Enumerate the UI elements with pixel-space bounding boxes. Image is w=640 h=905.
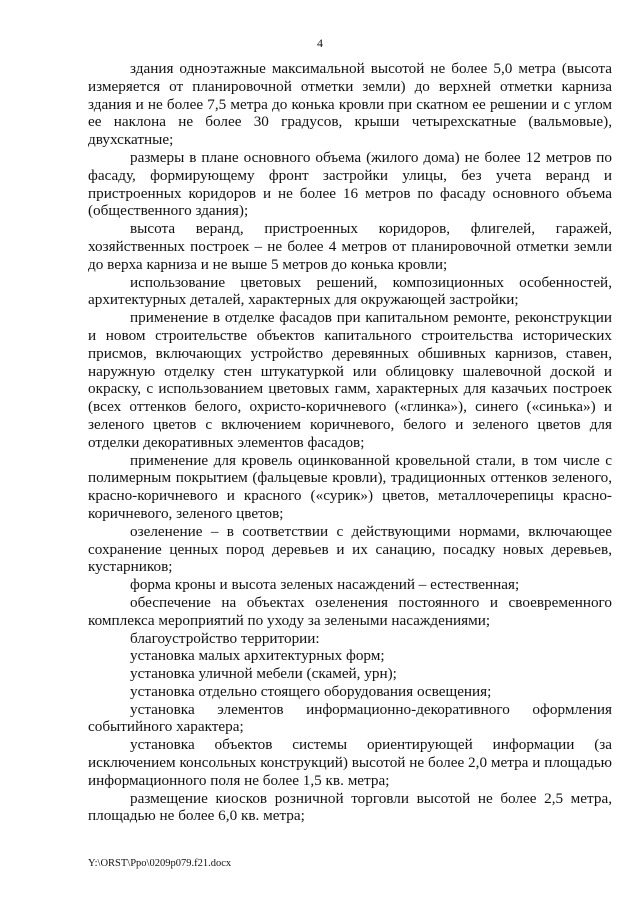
- paragraph: озеленение – в соответствии с действующими нормами, включающее сохранение ценных пород деревьев и их санацию, посадку новых деревьев, кустарников;: [88, 522, 612, 576]
- paragraph: здания одноэтажные максимальной высотой не более 5,0 метра (высота измеряется от планировочной отметки земли) до верхней отметки карниза здания и не более 7,5 метра до конька кровли при скатном ее решении и с углом ее наклона не более 30 градусов, крыши четырехскатные (вальмовые), двухскатные;: [88, 60, 612, 149]
- paragraph: установка отдельно стоящего оборудования освещения;: [130, 682, 492, 700]
- paragraph: благоустройство территории:: [130, 629, 320, 647]
- paragraph: применение для кровель оцинкованной кровельной стали, в том числе с полимерным покрытием (фальцевые кровли), традиционных оттенков зеленого, красно-коричневого и красного («сурик») цветов, металлочерепицы красно-коричневого, зеленого цветов;: [88, 451, 612, 522]
- paragraph: установка объектов системы ориентирующей информации (за исключением консольных конструкций) высотой не более 2,0 метра и площадью информационного поля не более 1,5 кв. метра;: [88, 736, 612, 789]
- paragraph: обеспечение на объектах озеленения постоянного и своевременного комплекса мероприятий по уходу за зелеными насаждениями;: [88, 593, 612, 629]
- paragraph: размеры в плане основного объема (жилого дома) не более 12 метров по фасаду, формирующему фронт застройки улицы, без учета веранд и пристроенных коридоров и не более 16 метров по фасаду основного объема (общественного здания);: [88, 148, 612, 220]
- document-body: [88, 60, 612, 825]
- paragraph: установка уличной мебели (скамей, урн);: [130, 665, 397, 683]
- paragraph: размещение киосков розничной торговли высотой не более 2,5 метра, площадью не более 6,0 кв. метра;: [88, 789, 612, 825]
- paragraph: установка элементов информационно-декоративного оформления событийного характера;: [88, 700, 612, 736]
- page-number: 4: [317, 36, 323, 50]
- paragraph: использование цветовых решений, композиционных особенностей, архитектурных деталей, характерных для окружающей застройки;: [88, 273, 612, 309]
- paragraph: установка малых архитектурных форм;: [130, 647, 385, 665]
- file-path-footer: Y:\ORST\Ppo\0209p079.f21.docx: [88, 858, 232, 869]
- paragraph: высота веранд, пристроенных коридоров, флигелей, гаражей, хозяйственных построек – не более 4 метров от планировочной отметки земли до верха карниза и не выше 5 метров до конька кровли;: [88, 220, 612, 273]
- paragraph: применение в отделке фасадов при капитальном ремонте, реконструкции и новом строительстве объектов капитального строительства исторических присмов, включающих устройство деревянных обшивных карнизов, ставен, наружную отделку стен штукатуркой или облицовку шалевочной доской и окраску, с использованием цветовых гамм, характерных для казачьих построек (всех оттенков белого, охристо-коричневого («глинка»), синего («синька») и зеленого цветов с включением коричневого, белого и зеленого цветов для отделки декоративных элементов фасадов;: [88, 309, 612, 451]
- paragraph: форма кроны и высота зеленых насаждений – естественная;: [130, 576, 520, 594]
